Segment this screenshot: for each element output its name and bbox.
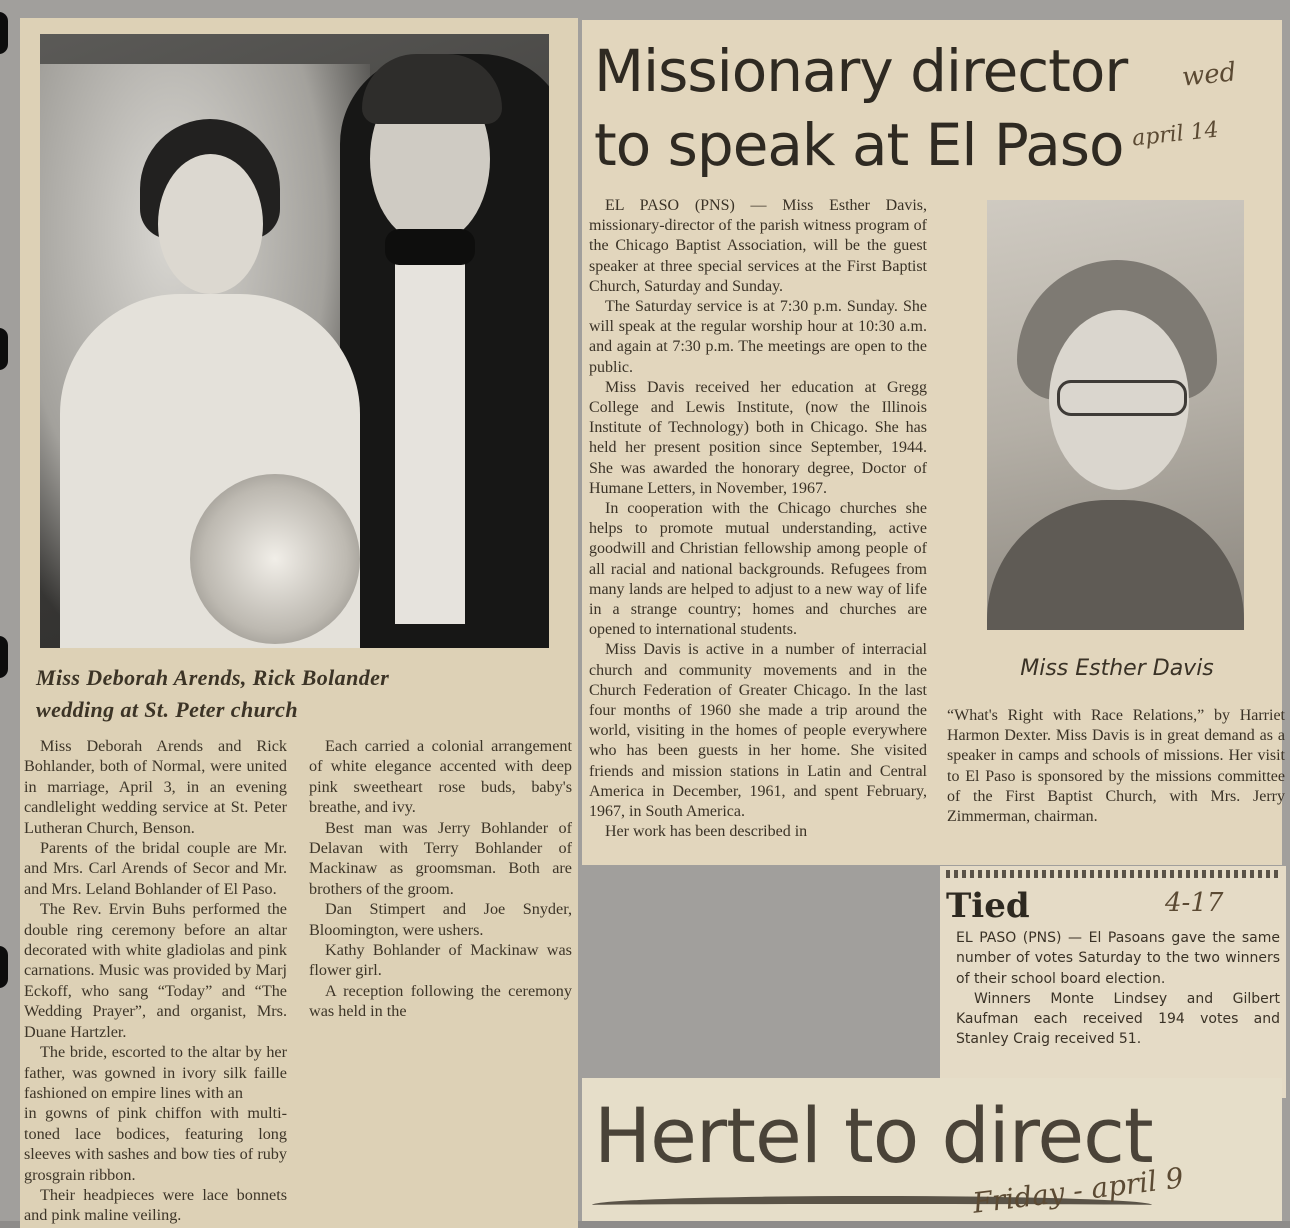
hertel-headline: Hertel to direct [594,1091,1153,1180]
wedding-clipping [20,18,578,1228]
binder-ring [0,636,8,678]
missionary-clipping [582,20,1285,865]
tied-headline: Tied [946,886,1030,926]
missionary-body-continued [947,706,1285,827]
paragraph: Winners Monte Lindsey and Gilbert Kaufman each received 194 votes and Stanley Craig received 51. [956,990,1280,1048]
paragraph: EL PASO (PNS) — El Pasoans gave the same number of votes Saturday to the two winners of their school board election. [956,930,1280,987]
hertel-clipping [582,1078,1282,1221]
wedding-body [24,736,572,1226]
binder-ring [0,328,8,370]
tied-body [956,928,1280,1050]
missionary-body [589,196,927,843]
photo-caption: Miss Esther Davis [1020,656,1214,681]
paragraph: Parents of the bridal couple are Mr. and Mrs. Carl Arends of Secor and Mr. and Mrs. Leland Bohlander of El Paso. [24,839,287,898]
tied-clipping [940,866,1286,1098]
paragraph: in gowns of pink chiffon with multi-toned lace bodices, featuring long sleeves with sashes and bow ties of ruby grosgrain ribbon. [24,1104,287,1184]
wedding-headline: Miss Deborah Arends, Rick Bolander wedding at St. Peter church [36,665,390,722]
missionary-headline: Missionary director to speak at El Paso [594,37,1128,179]
paragraph: Miss Deborah Arends and Rick Bohlander, both of Normal, were united in marriage, April 3, in an evening candlelight wedding service at St. Peter Lutheran Church, Benson. [24,737,287,837]
binder-ring [0,946,8,988]
wedding-photo [40,34,549,648]
paragraph: Miss Davis received her education at Gregg College and Lewis Institute, (now the Illinois Institute of Technology) both in Chicago. She has held her present position since September, 1944. She was awarded the honorary degree, Doctor of Humane Letters, in November, 1967. [589,378,927,497]
paragraph: Best man was Jerry Bohlander of Delavan with Terry Bohlander of Mackinaw as groomsman. Both are brothers of the groom. [309,818,572,898]
handwritten-note: wed [1180,57,1238,93]
handwritten-date: 4-17 [1165,888,1224,918]
paragraph: Miss Davis is active in a number of interracial church and community movements and in the Church Federation of Greater Chicago. In the last four months of 1960 she made a trip around the world, visiting in the homes of people everywhere who has been guests in her home. She visited friends and mission stations in Latin and Central America in December, 1961, and spent February, 1967, in South America. [589,641,927,821]
paragraph: The Saturday service is at 7:30 p.m. Sunday. She will speak at the regular worship hour at 10:30 a.m. and again at 7:30 p.m. The meetings are open to the public. [589,298,927,376]
paragraph: A reception following the ceremony was held in the [309,981,572,1021]
divider [946,870,1280,878]
paragraph: Kathy Bohlander of Mackinaw was flower girl. [309,941,572,980]
paragraph: Dan Stimpert and Joe Snyder, Bloomington, were ushers. [309,900,572,939]
paragraph: “What's Right with Race Relations,” by Harriet Harmon Dexter. Miss Davis is in great demand as a speaker in camps and schools of missions. Her visit to El Paso is sponsored by the missions committee of the First Baptist Church, with Mrs. Jerry Zimmerman, chairman. [947,707,1285,826]
paragraph: The bride, escorted to the altar by her father, was gowned in ivory silk faille fashioned on empire lines with an [24,1043,287,1102]
paragraph: In cooperation with the Chicago churches she helps to promote mutual understanding, active goodwill and Christian fellowship among people of all racial and national backgrounds. Refugees from many lands are helped to adjust to a new way of life in a strange country; homes and churches are opened to international students. [589,500,927,639]
portrait-photo [987,200,1244,630]
handwritten-date: Friday - april 9 [970,1161,1186,1220]
paragraph: Her work has been described in [605,823,808,841]
paragraph: The Rev. Ervin Buhs performed the double ring ceremony before an altar decorated with white gladiolas and pink carnations. Music was provided by Marj Eckoff, who sang “Today” and “The Wedding Prayer”, and organist, Mrs. Duane Hartzler. [24,900,287,1041]
paragraph: Each carried a colonial arrangement of white elegance accented with deep pink sweetheart rose buds, baby's breathe, and ivy. [309,737,572,817]
paragraph: EL PASO (PNS) — Miss Esther Davis, missionary-director of the parish witness program of the Chicago Baptist Association, will be the guest speaker at three special services at the First Baptist Church, Saturday and Sunday. [589,197,927,295]
handwritten-date: april 14 [1130,117,1220,152]
paragraph: Their headpieces were lace bonnets and pink maline veiling. [24,1185,287,1225]
binder-ring [0,12,8,54]
